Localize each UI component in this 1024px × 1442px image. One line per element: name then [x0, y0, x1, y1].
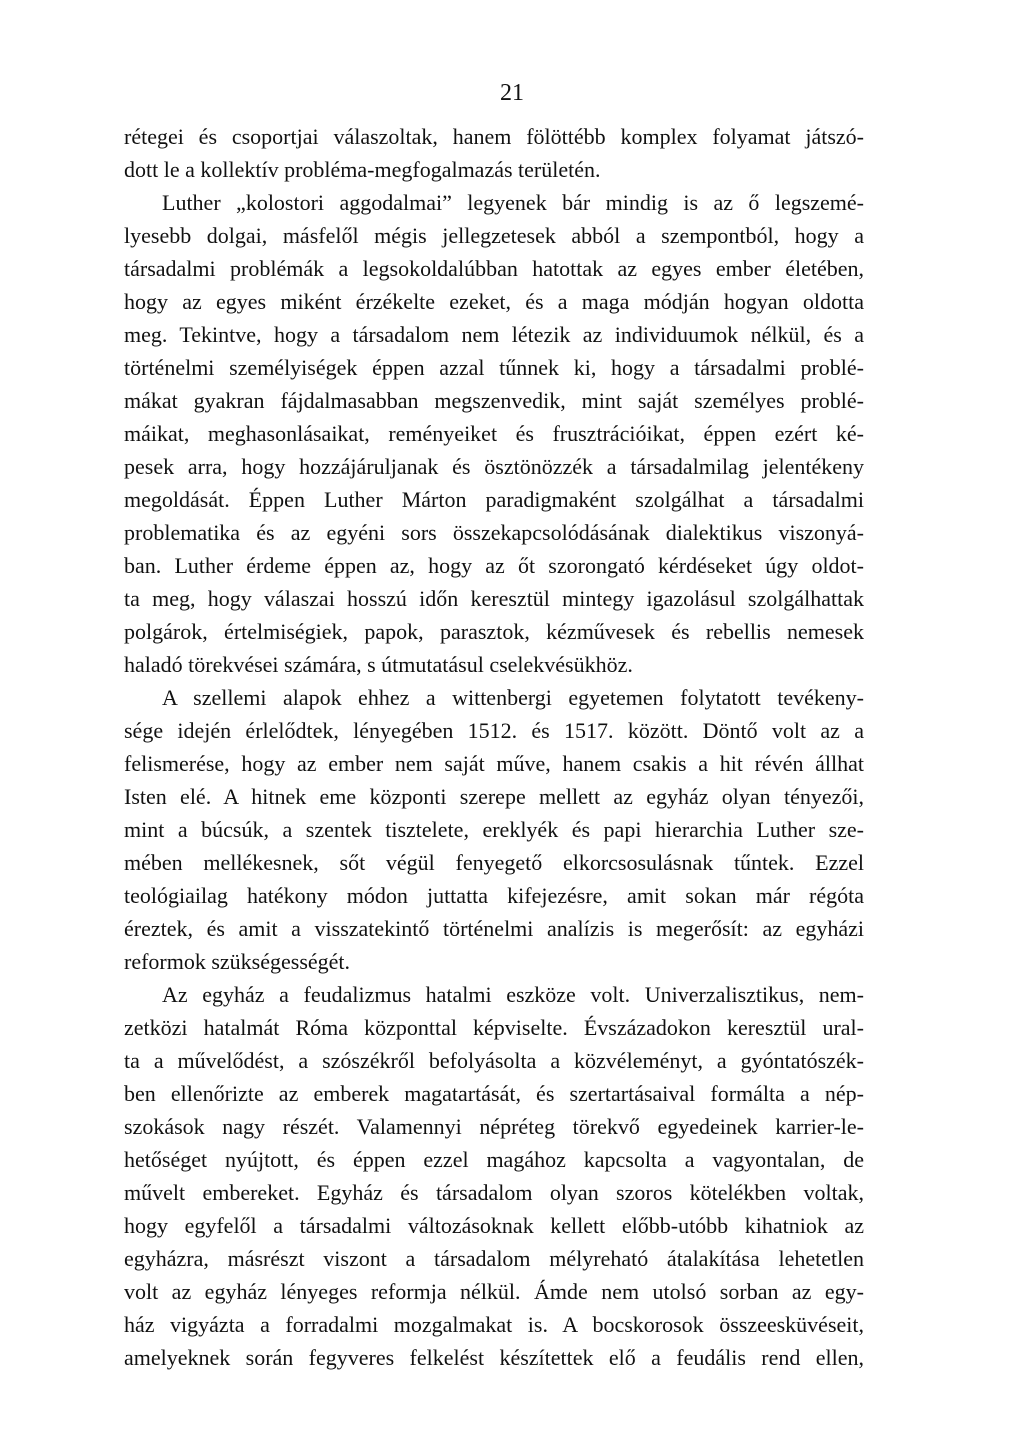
text-line: ta a művelődést, a szószékről befolyásolta a közvéleményt, a gyóntatószék- — [124, 1048, 864, 1073]
text-line: történelmi személyiségek éppen azzal tűnnek ki, hogy a társadalmi problé- — [124, 355, 864, 380]
text-line: polgárok, értelmiségiek, papok, parasztok, kézművesek és rebellis nemesek — [124, 619, 864, 644]
text-line: haladó törekvései számára, s útmutatásul cselekvésükhöz. — [124, 652, 633, 677]
text-line: reformok szükségességét. — [124, 949, 351, 974]
text-line: hogy az egyes miként érzékelte ezeket, és a maga módján hogyan oldotta — [124, 289, 864, 314]
text-line: ben ellenőrizte az emberek magatartását, és szertartásaival formálta a nép- — [124, 1081, 864, 1106]
text-line: mében mellékesnek, sőt végül fenyegető elkorcsosulásnak tűntek. Ezzel — [124, 850, 864, 875]
text-line: mint a búcsúk, a szentek tisztelete, ereklyék és papi hierarchia Luther sze- — [124, 817, 864, 842]
paragraph — [124, 186, 864, 681]
text-line: máikat, meghasonlásaikat, reményeiket és frusztrációikat, éppen ezért ké- — [124, 421, 864, 446]
text-line: ban. Luther érdeme éppen az, hogy az őt szorongató kérdéseket úgy oldot- — [124, 553, 864, 578]
page-number: 21 — [500, 80, 524, 106]
text-line: dott le a kollektív probléma-megfogalmazás területén. — [124, 157, 601, 182]
text-line: ta meg, hogy válaszai hosszú időn keresztül mintegy igazolásul szolgálhattak — [124, 586, 864, 611]
text-line: problematika és az egyéni sors összekapcsolódásának dialektikus viszonyá- — [124, 520, 864, 545]
text-line: egyházra, másrészt viszont a társadalom mélyreható átalakítása lehetetlen — [124, 1246, 864, 1271]
text-line: teológiailag hatékony módon juttatta kifejezésre, amit sokan már régóta — [124, 883, 864, 908]
text-line: Luther „kolostori aggodalmai” legyenek bár mindig is az ő legszemé- — [162, 190, 864, 215]
text-line: sége idején érlelődtek, lényegében 1512. és 1517. között. Döntő volt az a — [124, 718, 864, 743]
text-line: meg. Tekintve, hogy a társadalom nem létezik az individuumok nélkül, és a — [124, 322, 864, 347]
text-line: lyesebb dolgai, másfelől mégis jellegzetesek abból a szempontból, hogy a — [124, 223, 864, 248]
text-line: A szellemi alapok ehhez a wittenbergi egyetemen folytatott tevékeny- — [162, 685, 864, 710]
text-line: pesek arra, hogy hozzájáruljanak és ösztönözzék a társadalmilag jelentékeny — [124, 454, 864, 479]
text-line: éreztek, és amit a visszatekintő történelmi analízis is megerősít: az egyházi — [124, 916, 864, 941]
text-line: volt az egyház lényeges reformja nélkül. Ámde nem utolsó sorban az egy- — [124, 1279, 864, 1304]
text-line: felismerése, hogy az ember nem saját műve, hanem csakis a hit révén állhat — [124, 751, 864, 776]
text-line: Isten elé. A hitnek eme központi szerepe mellett az egyház olyan tényezői, — [124, 784, 864, 809]
text-line: hogy egyfelől a társadalmi változásoknak kellett előbb-utóbb kihatniok az — [124, 1213, 864, 1238]
text-line: rétegei és csoportjai válaszoltak, hanem fölöttébb komplex folyamat játszó- — [124, 124, 864, 149]
body-text — [124, 120, 864, 1374]
text-line: ház vigyázta a forradalmi mozgalmakat is. A bocskorosok összeesküvéseit, — [124, 1312, 864, 1337]
text-line: társadalmi problémák a legsokoldalúbban hatottak az egyes ember életében, — [124, 256, 864, 281]
text-line: zetközi hatalmát Róma központtal képviselte. Évszázadokon keresztül ural- — [124, 1015, 864, 1040]
paragraph — [124, 978, 864, 1374]
paragraph — [124, 681, 864, 978]
text-line: szokások nagy részét. Valamennyi népréteg törekvő egyedeinek karrier-le- — [124, 1114, 864, 1139]
text-line: mákat gyakran fájdalmasabban megszenvedik, mint saját személyes problé- — [124, 388, 864, 413]
text-line: művelt embereket. Egyház és társadalom olyan szoros kötelékben voltak, — [124, 1180, 864, 1205]
text-line: amelyeknek során fegyveres felkelést készítettek elő a feudális rend ellen, — [124, 1345, 864, 1370]
text-line: megoldását. Éppen Luther Márton paradigmaként szolgálhat a társadalmi — [124, 487, 864, 512]
text-line: Az egyház a feudalizmus hatalmi eszköze volt. Univerzalisztikus, nem- — [162, 982, 864, 1007]
paragraph — [124, 120, 864, 186]
text-line: hetőséget nyújtott, és éppen ezzel magához kapcsolta a vagyontalan, de — [124, 1147, 864, 1172]
